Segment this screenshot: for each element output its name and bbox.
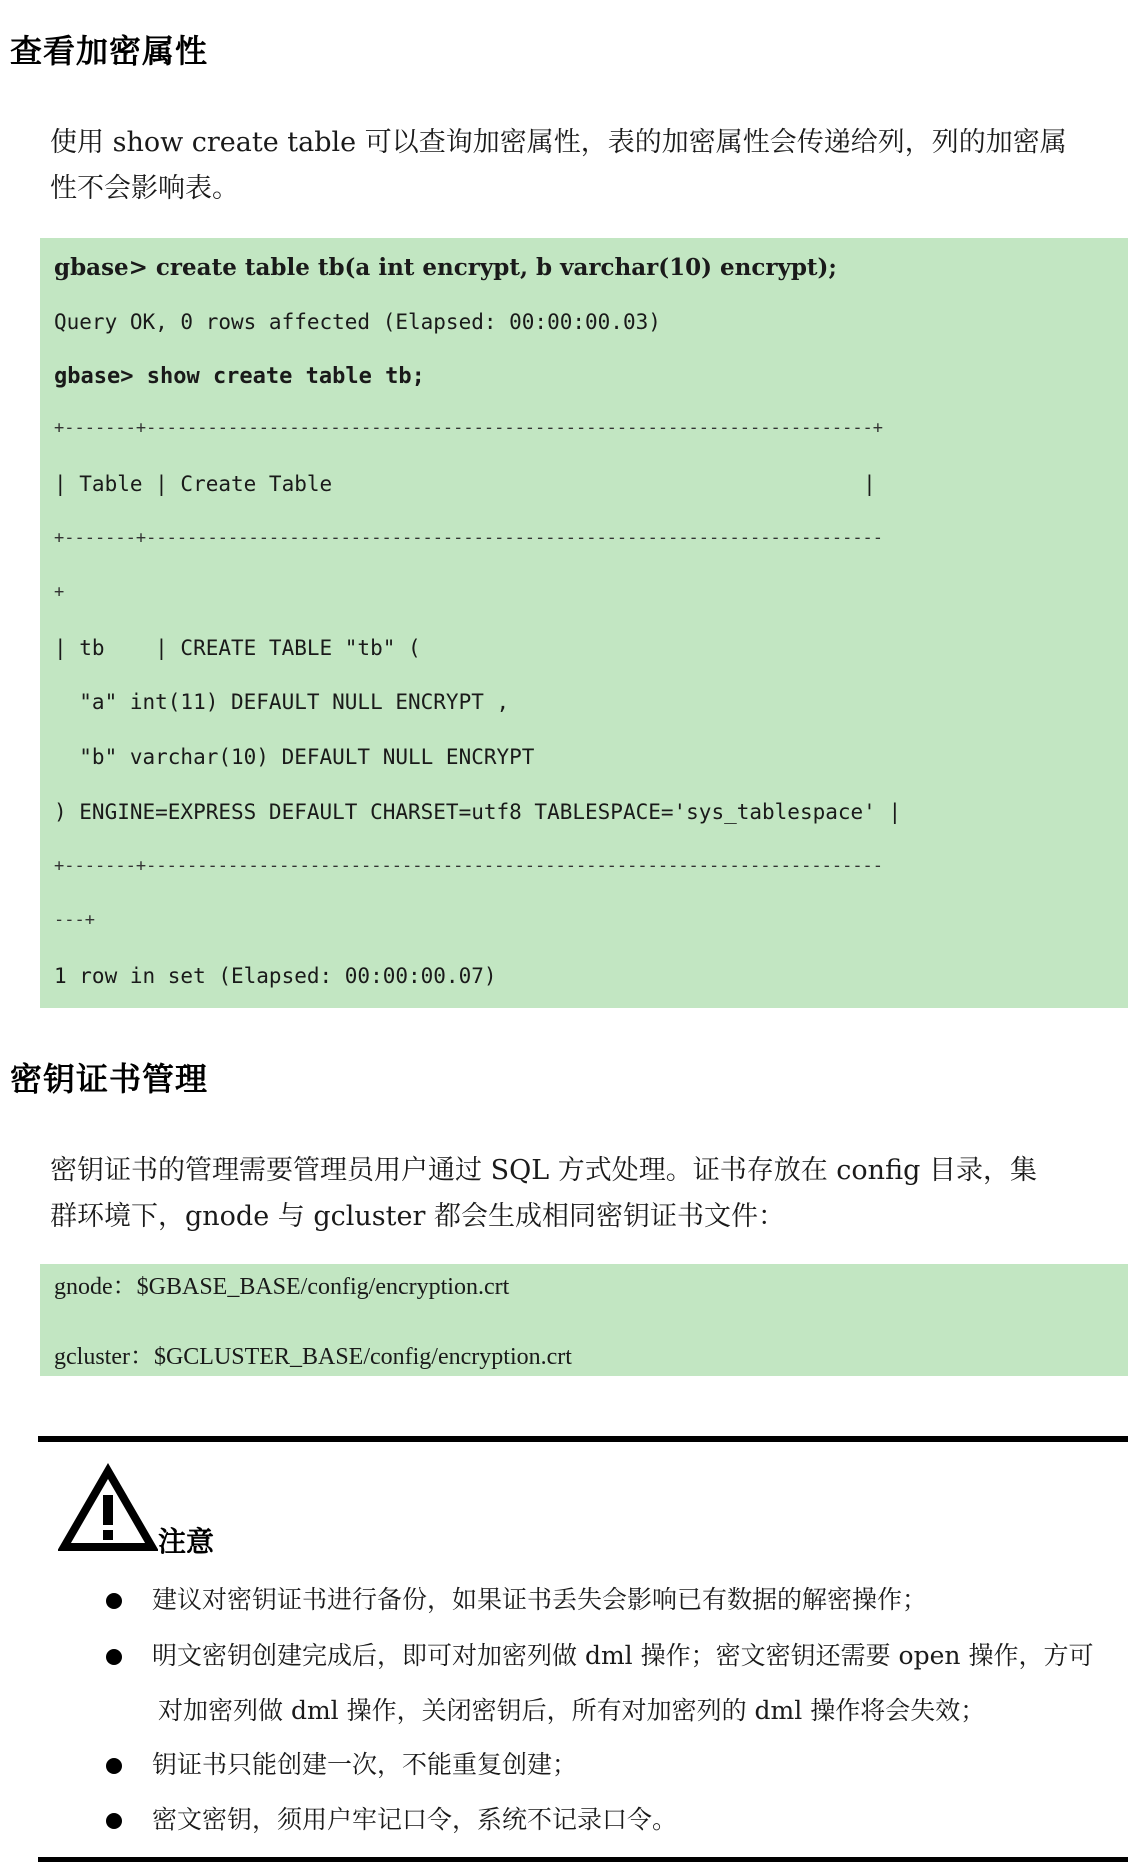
code-output-row-in-set: 1 row in set (Elapsed: 00:00:00.07) [54, 964, 497, 988]
warning-triangle-icon [58, 1463, 158, 1553]
section-heading-key-certificate: 密钥证书管理 [10, 1060, 209, 1098]
gcluster-path: gcluster：$GCLUSTER_BASE/config/encryption.crt [54, 1344, 572, 1370]
note-bottom-rule [38, 1857, 1128, 1862]
note-bullet [106, 1593, 122, 1609]
note-item-dml-operation-continued: 对加密列做 dml 操作，关闭密钥后，所有对加密列的 dml 操作将会失效； [158, 1696, 986, 1725]
code-table-separator-middle-tail: + [54, 582, 65, 602]
code-table-separator-bottom-tail: ---+ [54, 910, 95, 930]
note-item-remember-password: 密文密钥，须用户牢记口令，系统不记录口令。 [152, 1805, 678, 1834]
note-item-backup: 建议对密钥证书进行备份，如果证书丢失会影响已有数据的解密操作； [152, 1585, 928, 1614]
code-table-row-engine: ) ENGINE=EXPRESS DEFAULT CHARSET=utf8 TABLESPACE='sys_tablespace' | [54, 800, 902, 824]
code-command-create-table: gbase> create table tb(a int encrypt, b varchar(10) encrypt); [54, 254, 837, 281]
note-title: 注意 [158, 1525, 215, 1558]
note-item-dml-operation: 明文密钥创建完成后，即可对加密列做 dml 操作；密文密钥还需要 open 操作，方可 [152, 1641, 1094, 1670]
code-table-row-tb: | tb | CREATE TABLE "tb" ( [54, 636, 421, 660]
code-table-row-column-a: "a" int(11) DEFAULT NULL ENCRYPT , [54, 690, 510, 714]
section1-paragraph-line2: 性不会影响表。 [50, 173, 239, 204]
code-output-query-ok: Query OK, 0 rows affected (Elapsed: 00:00:00.03) [54, 310, 661, 334]
section1-paragraph-line1: 使用 show create table 可以查询加密属性，表的加密属性会传递给列，列的加密属 [50, 127, 1067, 158]
sql-code-block [40, 238, 1128, 1008]
note-bullet [106, 1758, 122, 1774]
code-command-show-create: gbase> show create table tb; [54, 364, 425, 389]
code-table-header-row: | Table | Create Table | [54, 472, 876, 496]
certificate-paths-block [40, 1264, 1128, 1376]
note-item-create-once: 钥证书只能创建一次，不能重复创建； [152, 1750, 578, 1779]
gnode-path: gnode：$GBASE_BASE/config/encryption.crt [54, 1274, 510, 1300]
note-top-rule [38, 1436, 1128, 1442]
code-table-row-column-b: "b" varchar(10) DEFAULT NULL ENCRYPT [54, 745, 535, 769]
note-bullet [106, 1813, 122, 1829]
section2-paragraph-line2: 群环境下，gnode 与 gcluster 都会生成相同密钥证书文件： [50, 1201, 785, 1232]
code-table-separator-middle: +-------+------------------------------------------------------------------------ [54, 528, 884, 548]
code-table-separator-bottom: +-------+------------------------------------------------------------------------ [54, 856, 884, 876]
note-bullet [106, 1649, 122, 1665]
code-table-separator-top: +-------+-----------------------------------------------------------------------+ [54, 418, 884, 438]
section2-paragraph-line1: 密钥证书的管理需要管理员用户通过 SQL 方式处理。证书存放在 config 目录，集 [50, 1155, 1037, 1186]
section-heading-encryption-attributes: 查看加密属性 [10, 32, 209, 70]
